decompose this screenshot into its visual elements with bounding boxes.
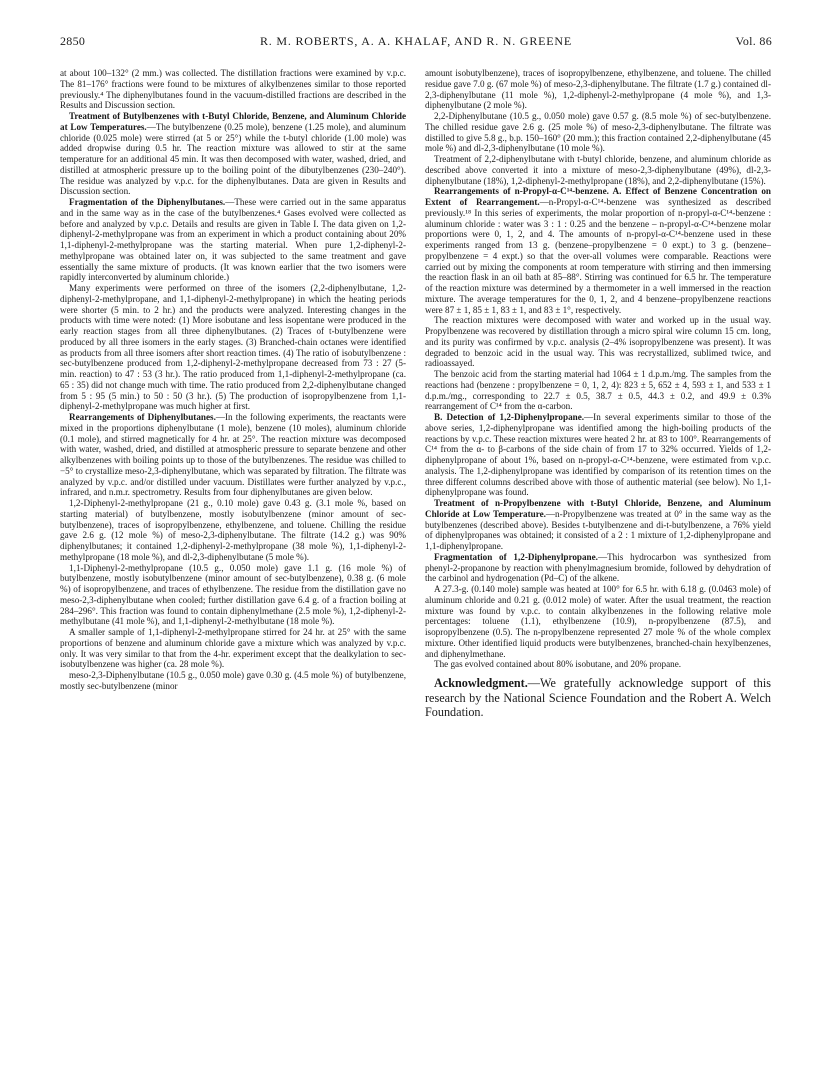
paragraph: Treatment of 2,2-diphenylbutane with t-butyl chloride, benzene, and aluminum chloride as described above converted it into a mixture of meso-2,3-diphenylbutane (49%), dl-2,3-diphenylbutane (18%), 1,2-diphenyl-2-methylpropane (18%), and 2,2-diphenylbutane (15%).	[425, 154, 771, 186]
paragraph: meso-2,3-Diphenylbutane (10.5 g., 0.050 mole) gave 0.30 g. (4.5 mole %) of butylbenzene, mostly sec-butylbenzene (minor	[60, 670, 406, 691]
section-text: —n-Propyl-α-C¹⁴-benzene was synthesized as described previously.¹⁸ In this series of experiments, the molar proportion of n-propyl-α-C¹⁴-benzene : aluminum chloride : water was 3 : 1 : 0.25 and the benzene – n-propyl-α-C¹⁴-benzene molar proportions were 0, 1, 2, and 4. The amounts of n-propyl-α-C¹⁴-benzene used in these experiments ranged from 13 g. (benzene–propylbenzene = 0 expt.) to 3 g. (benzene–propylbenzene = 4 expt.) so that the over-all volumes were comparable. Reactions were carried out by mixing the components at room temperature with stirring and then immersing the reaction flask in an oil bath at 85–88°. Stirring was continued for 6.5 hr. The temperature of the reaction mixture was determined by a thermometer in a well immersed in the reaction mixture. The average temperatures for the 0, 1, 2, and 4 benzene–propylbenzene reactions were 87 ± 1, 85 ± 1, 83 ± 1, and 83 ± 1°, respectively.	[425, 197, 771, 315]
volume-number: Vol. 86	[735, 34, 772, 48]
section-paragraph	[425, 552, 771, 584]
right-column	[425, 68, 771, 1053]
paragraph: The benzoic acid from the starting material had 1064 ± 1 d.p.m./mg. The samples from the reactions had (benzene : propylbenzene = 0, 1, 2, 4): 823 ± 5, 652 ± 4, 593 ± 1, and 533 ± 1 d.p.m./mg., corresponding to 22.7 ± 0.5, 38.7 ± 0.5, 44.3 ± 0.2, and 49.9 ± 0.3% rearrangement of C¹⁴ from the α-carbon.	[425, 369, 771, 412]
section-text: —This hydrocarbon was synthesized from phenyl-2-propanone by reaction with phenylmagnesium bromide, followed by dehydration of the carbinol and hydrogenation (Pd–C) of the alkene.	[425, 551, 771, 584]
section-heading: Treatment of Butylbenzenes with t-Butyl Chloride, Benzene, and Aluminum Chloride at Low Temperatures.	[60, 111, 406, 132]
paragraph: at about 100–132° (2 mm.) was collected. The distillation fractions were examined by v.p.c. The 81–176° fractions were found to be mixtures of alkylbenzenes similar to those reported previously.⁴ The diphenylbutanes found in the vacuum-distilled fractions are described in the Results and Discussion section.	[60, 68, 406, 111]
acknowledgment	[425, 676, 771, 720]
section-heading: B. Detection of 1,2-Diphenylpropane.	[434, 412, 585, 422]
section-text: —These were carried out in the same apparatus and in the same way as in the case of the butylbenzenes.⁴ Gases evolved were collected as before and analyzed by v.p.c. Details and results are given in Table I. The data given on 1,2-diphenyl-2-methylpropane was from an experiment in which a product containing about 20% 1,1-diphenyl-2-methylpropane was the starting material. When pure 1,2-diphenyl-2-methylpropane was obtained later on, it was subjected to the same treatment and gave essentially the same mixture of products. (It was known earlier that the two isomers were rapidly interconverted by aluminum chloride.)	[60, 197, 406, 283]
acknowledgment-text: —We gratefully acknowledge support of this research by the National Science Foundation and the Robert A. Welch Foundation.	[425, 676, 771, 720]
paragraph: amount isobutylbenzene), traces of isopropylbenzene, ethylbenzene, and toluene. The chilled residue gave 7.0 g. (67 mole %) of meso-2,3-diphenylbutane. The filtrate (1.7 g.) contained dl-2,3-diphenylbutane (11 mole %), 1,2-diphenyl-2-methylpropane (4 mole %), and 1,3-diphenylbutane (2 mole %).	[425, 68, 771, 111]
section-heading: Fragmentation of 1,2-Diphenylpropane.	[434, 551, 598, 562]
paragraph: A 27.3-g. (0.140 mole) sample was heated at 100° for 6.5 hr. with 6.18 g. (0.0463 mole) of aluminum chloride and 0.21 g. (0.012 mole) of water. After the usual treatment, the reaction mixture was found by v.p.c. to contain alkylbenzenes in the following relative mole percentages: toluene (1.1), ethylbenzene (10.9), n-propylbenzene (87.5), and isopropylbenzene (0.5). The n-propylbenzene represented 27 mole % of the whole complex mixture. Other identified liquid products were butylbenzenes, branched-chain hexylbenzenes, and diphenylmethane.	[425, 584, 771, 659]
section-heading: Rearrangements of Diphenylbutanes.	[69, 412, 216, 422]
section-text: —The butylbenzene (0.25 mole), benzene (1.25 mole), and aluminum chloride (0.025 mole) were stirred (at 5 or 25°) while the t-butyl chloride (1.00 mole) was added dropwise during 0.5 hr. The reaction mixture was allowed to stir at the same temperature for an additional 45 min. It was then decomposed with water, washed, dried, and distilled at atmospheric pressure up to the boiling point of the dibutylbenzenes (230–240°). The residue was analyzed by v.p.c. for the diphenylbutanes. Data are given in Results and Discussion section.	[60, 121, 406, 197]
section-text: —In several experiments similar to those of the above series, 1,2-diphenylpropane was identified among the high-boiling products of the reactions by v.p.c. These reaction mixtures were heated 2 hr. at 83 to 100°. Rearrangements of C¹⁴ from the α- to β-carbons of the side chain of from 17 to 32% occurred. Yields of 1,2-diphenylpropane of about 1%, based on n-propyl-α-C¹⁴-benzene, were estimated from v.p.c. analysis. The 1,2-diphenylpropane was identified by comparison of its retention times on the three different columns described above with those of authentic material (see below). No 1,1-diphenylpropane was found.	[425, 412, 771, 498]
paragraph: 1,1-Diphenyl-2-methylpropane (10.5 g., 0.050 mole) gave 1.1 g. (16 mole %) of butylbenzene, mostly isobutylbenzene (minor amount of sec-butylbenzene), 0.38 g. (6 mole %) of isopropylbenzene, and traces of ethylbenzene. The residue from the distillation gave no meso-2,3-diphenylbutane when cooled; further distillation gave 6.4 g. of a fraction boiling at 284–296°. This fraction was found to contain diphenylmethane (2.5 mole %), 1,2-diphenyl-2-methylbutane (41 mole %), and 1,1-diphenyl-2-methylbutane (18 mole %).	[60, 562, 406, 627]
section-paragraph	[60, 197, 406, 283]
running-authors: R. M. ROBERTS, A. A. KHALAF, AND R. N. GREENE	[259, 34, 572, 48]
section-paragraph	[60, 412, 406, 498]
paragraph: 1,2-Diphenyl-2-methylpropane (21 g., 0.10 mole) gave 0.43 g. (3.1 mole %, based on starting material) of butylbenzene, mostly isobutylbenzene (minor amount of sec-butylbenzene), traces of isopropylbenzene, ethylbenzene, and toluene. Chilling the residue gave 2.6 g. (12 mole %) of meso-2,3-diphenylbutane. The filtrate (14.2 g.) was 90% diphenylbutanes; it contained 1,2-diphenyl-2-methylpropane (38 mole %), 1,1-diphenyl-2-methylpropane (18 mole %), and dl-2,3-diphenylbutane (5 mole %).	[60, 498, 406, 562]
section-paragraph	[425, 412, 771, 498]
section-text: —n-Propylbenzene was treated at 0° in the same way as the butylbenzenes (described above). Besides t-butylbenzene and di-t-butylbenzene, a 76% yield of diphenylpropanes was obtained; it consisted of a 2 : 1 mixture of 1,2-diphenylpropane and 1,1-diphenylpropane.	[425, 508, 771, 551]
paragraph: The gas evolved contained about 80% isobutane, and 20% propane.	[434, 659, 682, 670]
section-heading: Rearrangements of n-Propyl-α-C¹⁴-benzene. A. Effect of Benzene Concentration on Extent of Rearrangement.	[425, 186, 771, 207]
section-text: —In the following experiments, the reactants were mixed in the proportions diphenylbutane (1 mole), benzene (10 moles), aluminum chloride (0.1 mole), and stirred magnetically for 4 hr. at 25°. The reaction mixture was decomposed with water, washed, dried, and distilled at atmospheric pressure to separate benzene and other alkylbenzenes with boiling points up to those of the butylbenzenes. The residue was chilled to −5° to crystallize meso-2,3-diphenylbutane, which was separated by filtration. The filtrate was analyzed by v.p.c. and/or distilled under vacuum. Distillates were further analyzed by v.p.c., infrared, and n.m.r. spectrometry. Results from four diphenylbutanes are given below.	[60, 412, 406, 498]
section-paragraph	[60, 111, 406, 197]
left-column	[60, 68, 406, 1053]
paragraph: The reaction mixtures were decomposed with water and worked up in the usual way. Propylbenzene was recovered by distillation through a micro spiral wire column 15 cm. long, and its purity was confirmed by v.p.c. analysis (2–4% isopropylbenzene was present). It was degraded to benzoic acid in the usual way. This was recrystallized, sublimed twice, and radioassayed.	[425, 315, 771, 369]
section-paragraph	[425, 498, 771, 552]
section-heading: Treatment of n-Propylbenzene with t-Butyl Chloride, Benzene, and Aluminum Chloride at Low Temperature.	[425, 498, 771, 519]
paragraph: A smaller sample of 1,1-diphenyl-2-methylpropane stirred for 24 hr. at 25° with the same proportions of benzene and aluminum chloride gave a mixture which was analyzed by v.p.c. only. It was very similar to that from the 4-hr. experiment except that the dealkylation to sec-isobutylbenzene was higher (ca. 28 mole %).	[60, 627, 406, 670]
running-header	[60, 34, 772, 50]
acknowledgment-heading: Acknowledgment.	[434, 676, 528, 690]
page-number: 2850	[60, 34, 86, 48]
paragraph: 2,2-Diphenylbutane (10.5 g., 0.050 mole) gave 0.57 g. (8.5 mole %) of sec-butylbenzene. The chilled residue gave 2.6 g. (25 mole %) of meso-2,3-diphenylbutane. The filtrate was distilled to give 5.8 g., b.p. 150–160° (20 mm.); this fraction contained 2,2-diphenylbutane (45 mole %) and dl-2,3-diphenylbutane (10 mole %).	[425, 111, 771, 154]
section-heading: Fragmentation of the Diphenylbutanes.	[69, 197, 226, 207]
section-paragraph	[425, 186, 771, 315]
paragraph: Many experiments were performed on three of the isomers (2,2-diphenylbutane, 1,2-diphenyl-2-methylpropane, and 1,1-diphenyl-2-methylpropane) in which the heating periods were shorter (5 min. to 2 hr.) and the products were analyzed. Interesting changes in the products with time were noted: (1) More isobutane and less isopentane were produced in the early reaction stages from all three diphenylbutanes. (2) Traces of t-butylbenzene were produced by all three isomers in the early stages. (3) Branched-chain octanes were identified as products from all three isomers after short reaction times. (4) The ratio of isobutylbenzene : sec-butylbenzene produced from 1,2-diphenyl-2-methylpropane decreased from 73 : 27 (5-min. reaction) to 47 : 53 (3 hr.). The ratio produced from 1,1-diphenyl-2-methylpropane (ca. 65 : 35) did not change much with time. The ratio produced from 2,2-diphenylbutane changed from 5 : 95 (5 min.) to 50 : 50 (3 hr.). (5) The production of isopropylbenzene from 1,1-diphenyl-2-methylpropane was much higher at first.	[60, 283, 406, 412]
